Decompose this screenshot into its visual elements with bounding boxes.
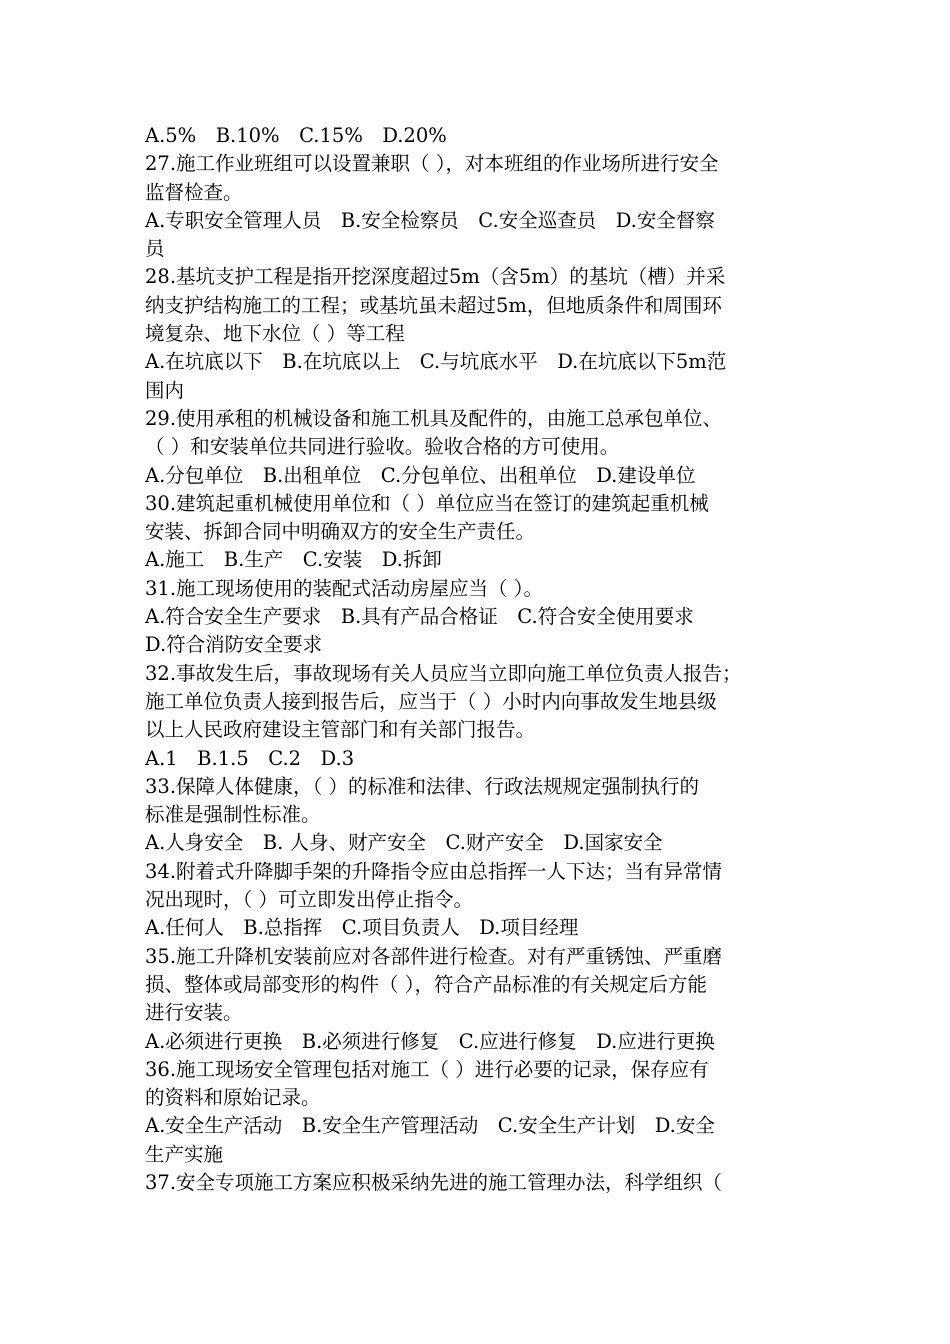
- text-line: 进行安装。: [145, 1001, 243, 1025]
- text-line: A.任何人 B.总指挥 C.项目负责人 D.项目经理: [145, 916, 579, 940]
- text-line: 27.施工作业班组可以设置兼职（ ），对本班组的作业场所进行安全: [145, 152, 719, 176]
- text-line: （ ）和安装单位共同进行验收。验收合格的方可使用。: [145, 435, 620, 459]
- text-line: 29.使用承租的机械设备和施工机具及配件的，由施工总承包单位、: [145, 406, 723, 430]
- text-line: 员: [145, 237, 165, 261]
- text-line: 损、整体或局部变形的构件（ ），符合产品标准的有关规定后方能: [145, 972, 707, 996]
- text-line: A.分包单位 B.出租单位 C.分包单位、出租单位 D.建设单位: [145, 463, 696, 487]
- text-line: A.安全生产活动 B.安全生产管理活动 C.安全生产计划 D.安全: [145, 1114, 715, 1138]
- text-line: 28.基坑支护工程是指开挖深度超过5m（含5m）的基坑（槽）并采: [145, 265, 726, 289]
- text-line: 纳支护结构施工的工程；或基坑虽未超过5m，但地质条件和周围环: [145, 293, 722, 317]
- text-line: A.符合安全生产要求 B.具有产品合格证 C.符合安全使用要求: [145, 605, 694, 629]
- text-line: 34.附着式升降脚手架的升降指令应由总指挥一人下达；当有异常情: [145, 859, 723, 883]
- text-line: A.专职安全管理人员 B.安全检察员 C.安全巡查员 D.安全督察: [145, 208, 715, 232]
- text-line: 围内: [145, 378, 185, 402]
- text-line: A.人身安全 B. 人身、财产安全 C.财产安全 D.国家安全: [145, 831, 663, 855]
- text-line: 37.安全专项施工方案应积极采纳先进的施工管理办法，科学组织（: [145, 1170, 723, 1194]
- text-line: A.施工 B.生产 C.安装 D.拆卸: [145, 548, 442, 572]
- text-line: 况出现时，（ ）可立即发出停止指令。: [145, 888, 473, 912]
- text-line: A.必须进行更换 B.必须进行修复 C.应进行修复 D.应进行更换: [145, 1029, 715, 1053]
- text-line: A.1 B.1.5 C.2 D.3: [145, 746, 355, 770]
- text-line: 35.施工升降机安装前应对各部件进行检查。对有严重锈蚀、严重磨: [145, 944, 723, 968]
- text-line: 以上人民政府建设主管部门和有关部门报告。: [145, 718, 536, 742]
- document-body: [145, 122, 813, 1197]
- text-line: 境复杂、地下水位（ ）等工程: [145, 322, 405, 346]
- text-line: 32.事故发生后，事故现场有关人员应当立即向施工单位负责人报告；: [145, 661, 742, 685]
- text-line: 31.施工现场使用的装配式活动房屋应当（ ）。: [145, 576, 543, 600]
- text-line: A.在坑底以下 B.在坑底以上 C.与坑底水平 D.在坑底以下5m范: [145, 350, 727, 374]
- text-line: A.5% B.10% C.15% D.20%: [145, 124, 447, 147]
- text-line: 33.保障人体健康，（ ）的标准和法律、行政法规规定强制执行的: [145, 774, 699, 798]
- text-line: 标准是强制性标准。: [145, 803, 321, 827]
- text-line: 施工单位负责人接到报告后，应当于（ ）小时内向事故发生地县级: [145, 689, 717, 713]
- text-line: 30.建筑起重机械使用单位和（ ）单位应当在签订的建筑起重机械: [145, 491, 709, 515]
- text-line: 36.施工现场安全管理包括对施工（ ）进行必要的记录，保存应有: [145, 1057, 709, 1081]
- text-line: 安装、拆卸合同中明确双方的安全生产责任。: [145, 520, 536, 544]
- text-line: 的资料和原始记录。: [145, 1086, 321, 1110]
- text-line: 生产实施: [145, 1142, 224, 1166]
- text-line: 监督检查。: [145, 180, 243, 204]
- text-line: D.符合消防安全要求: [145, 633, 323, 657]
